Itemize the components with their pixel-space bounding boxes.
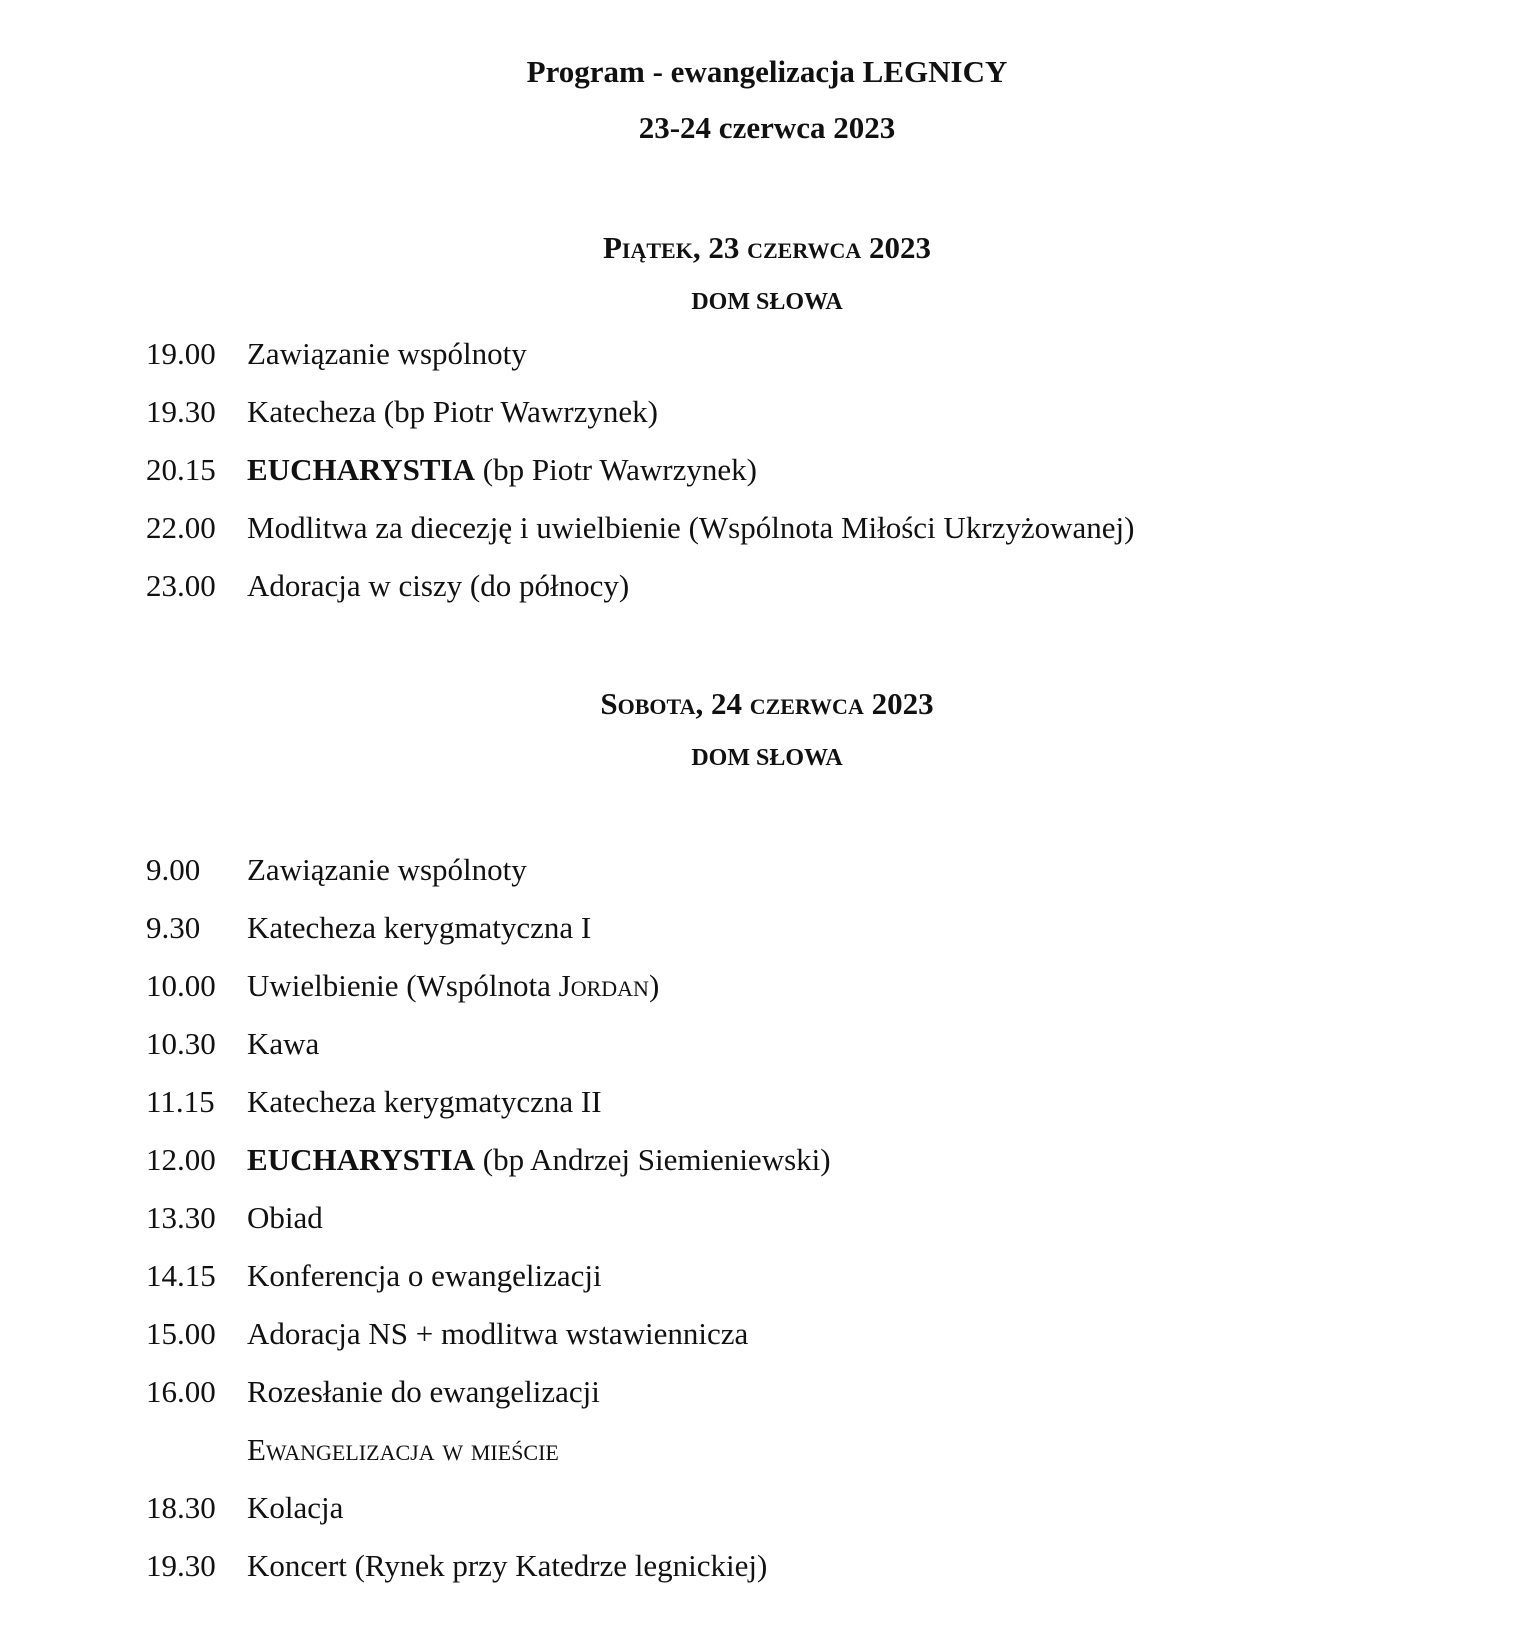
schedule-time: 22.00 (146, 510, 216, 545)
schedule-text: (bp Piotr Wawrzynek) (475, 452, 757, 487)
schedule-text: Katecheza kerygmatyczna I (247, 910, 592, 945)
schedule-desc (247, 334, 527, 374)
schedule-desc (247, 1140, 831, 1180)
schedule-text: (bp Andrzej Siemieniewski) (475, 1142, 831, 1177)
schedule-desc (247, 908, 591, 948)
schedule-text: Konferencja o ewangelizacji (247, 1258, 602, 1293)
schedule-desc (247, 1198, 323, 1238)
schedule-time: 9.00 (146, 852, 201, 887)
schedule-time: 19.00 (146, 336, 216, 371)
schedule-text: Katecheza kerygmatyczna II (247, 1084, 602, 1119)
friday-heading: Piątek, 23 czerwca 2023 (603, 230, 931, 265)
schedule-time: 16.00 (146, 1374, 216, 1409)
schedule-time: 19.30 (146, 394, 216, 429)
schedule-text: Uwielbienie (Wspólnota (247, 968, 559, 1003)
schedule-desc (247, 508, 1135, 548)
schedule-text: Katecheza (bp Piotr Wawrzynek) (247, 394, 658, 429)
schedule-time: 9.30 (146, 910, 201, 945)
schedule-text: Koncert (Rynek przy Katedrze legnickiej) (247, 1548, 768, 1583)
schedule-text: Rozesłanie do ewangelizacji (247, 1374, 600, 1409)
schedule-desc (247, 1082, 602, 1122)
schedule-text: Zawiązanie wspólnoty (247, 852, 527, 887)
schedule-desc (247, 1546, 767, 1586)
schedule-desc (247, 1430, 559, 1470)
schedule-text: Kawa (247, 1026, 320, 1061)
schedule-time: 15.00 (146, 1316, 216, 1351)
document-title: Program - ewangelizacja LEGNICY (526, 54, 1008, 89)
schedule-time: 14.15 (146, 1258, 216, 1293)
schedule-desc (247, 1314, 748, 1354)
schedule-time: 18.30 (146, 1490, 216, 1525)
schedule-desc (247, 1024, 319, 1064)
schedule-time: 11.15 (146, 1084, 215, 1119)
schedule-text: Adoracja w ciszy (do północy) (247, 568, 630, 603)
saturday-place: DOM SŁOWA (691, 745, 843, 771)
schedule-time: 13.30 (146, 1200, 216, 1235)
schedule-desc (247, 392, 658, 432)
schedule-desc (247, 966, 659, 1006)
schedule-desc (247, 450, 757, 490)
schedule-text-end: ) (648, 968, 660, 1003)
schedule-text: Adoracja NS + modlitwa wstawiennicza (247, 1316, 749, 1351)
schedule-text: Zawiązanie wspólnoty (247, 336, 527, 371)
schedule-text: Modlitwa za diecezję i uwielbienie (Wspólnota Miłości Ukrzyżowanej) (247, 510, 1135, 545)
schedule-time: 23.00 (146, 568, 216, 603)
schedule-desc (247, 1488, 343, 1528)
schedule-time: 10.00 (146, 968, 216, 1003)
schedule-time: 10.30 (146, 1026, 216, 1061)
schedule-text: Kolacja (247, 1490, 344, 1525)
schedule-desc (247, 566, 629, 606)
saturday-heading: Sobota, 24 czerwca 2023 (600, 686, 934, 721)
eucharistia-label: EUCHARYSTIA (247, 1142, 476, 1177)
city-evangelization-label: Ewangelizacja w mieście (247, 1432, 559, 1467)
schedule-desc (247, 1256, 602, 1296)
schedule-text: Obiad (247, 1200, 323, 1235)
schedule-desc (247, 850, 527, 890)
date-range: 23-24 czerwca 2023 (638, 110, 896, 145)
schedule-time: 20.15 (146, 452, 216, 487)
eucharistia-label: EUCHARYSTIA (247, 452, 476, 487)
schedule-time: 19.30 (146, 1548, 216, 1583)
friday-place: DOM SŁOWA (691, 289, 843, 315)
community-name: Jordan (558, 968, 649, 1003)
schedule-time: 12.00 (146, 1142, 216, 1177)
schedule-desc (247, 1372, 600, 1412)
